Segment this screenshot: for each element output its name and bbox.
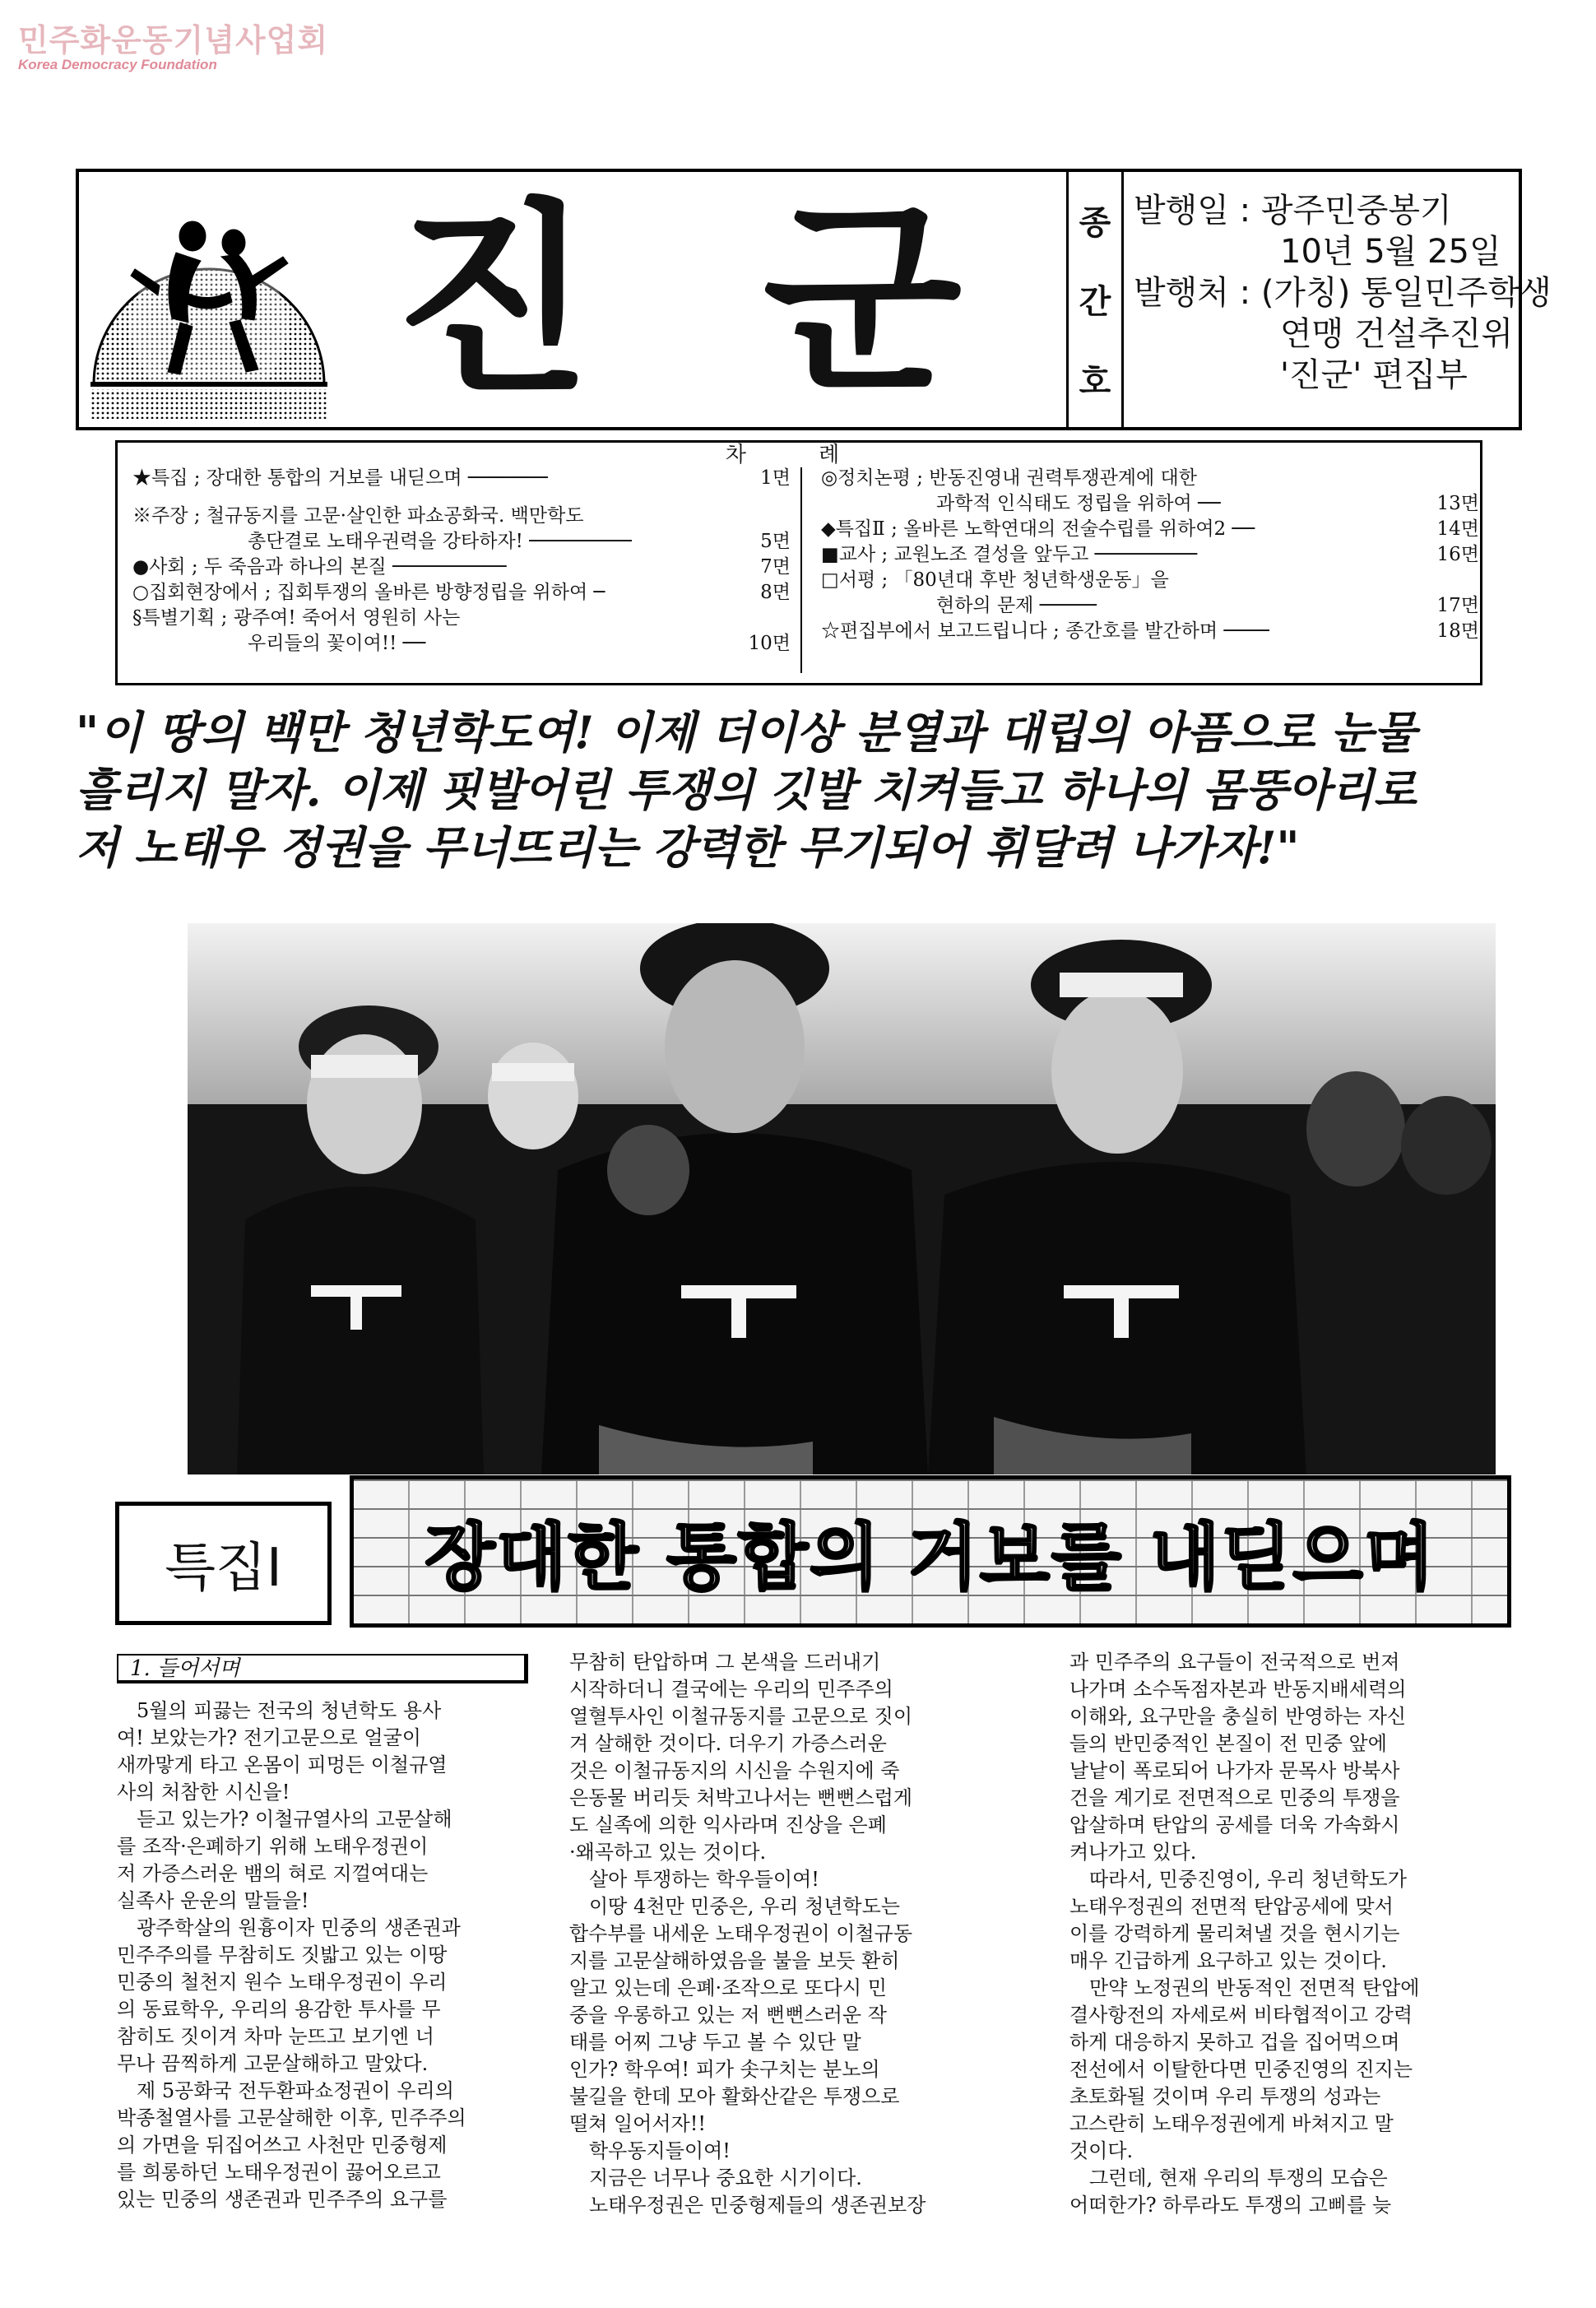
article-line: 이땅 4천만 민중은, 우리 청년학도는 xyxy=(589,1895,900,1918)
article-line: 날낱이 폭로되어 나가자 문목사 방북사 xyxy=(1069,1759,1400,1782)
toc-entry xyxy=(132,504,791,529)
article-line: 실족사 운운의 말들을! xyxy=(117,1889,309,1912)
article-line: 노태우정권의 전면적 탄압공세에 맞서 xyxy=(1069,1895,1394,1918)
article-line: 매우 긴급하게 요구하고 있는 것이다. xyxy=(1069,1949,1387,1972)
article-line: 건을 계기로 전면적으로 민중의 투쟁을 xyxy=(1069,1786,1400,1809)
emblem-illustration xyxy=(86,179,332,422)
pubinfo-line: 연맹 건설추진위 xyxy=(1280,315,1514,353)
toc-entry-page: 17면 xyxy=(1436,595,1479,616)
toc-right-column xyxy=(821,466,1479,644)
article-line: 압살하며 탄압의 공세를 더욱 가속화시 xyxy=(1069,1813,1400,1837)
feature-label: 특집Ⅰ xyxy=(115,1502,332,1625)
newspaper-title: 진 군 xyxy=(393,179,1012,420)
article-line: 중을 우롱하고 있는 저 뻔뻔스러운 작 xyxy=(569,2004,887,2027)
pubinfo-line: 10년 5월 25일 xyxy=(1280,233,1501,271)
article-line: 여! 보았는가? 전기고문으로 얼굴이 xyxy=(117,1726,421,1749)
toc-entry-page: 16면 xyxy=(1436,544,1479,565)
article-line: 박종철열사를 고문살해한 이후, 민주주의 xyxy=(117,2106,466,2129)
article-line: 겨 살해한 것이다. 더우기 가증스러운 xyxy=(569,1732,887,1755)
toc-entry-text: ○집회현장에서 ; 집회투쟁의 올바른 방향정립을 위하여 ─ xyxy=(132,582,605,603)
article-line: 고스란히 노태우정권에게 바쳐지고 말 xyxy=(1069,2112,1394,2135)
article-line: 전선에서 이탈한다면 민중진영의 진지는 xyxy=(1069,2058,1413,2081)
toc-entry-text: ※주장 ; 철규동지를 고문·살인한 파쇼공화국. 백만학도 xyxy=(132,505,584,527)
toc-entry xyxy=(821,517,1479,542)
article-line: 합수부를 내세운 노태우정권이 이철규동 xyxy=(569,1922,913,1945)
article-line: 따라서, 민중진영이, 우리 청년학도가 xyxy=(1089,1868,1407,1891)
toc-entry xyxy=(821,568,1479,593)
quote-line: 저 노태우 정권을 무너뜨리는 강력한 무기되어 휘달려 나가자!" xyxy=(76,821,1300,874)
toc-entry xyxy=(821,593,1479,619)
toc-entry-text: 과학적 인식태도 정립을 위하여 ── xyxy=(936,493,1221,514)
table-of-contents xyxy=(115,440,1482,685)
article-line: 은동물 버리듯 처박고나서는 뻔뻔스럽게 xyxy=(569,1786,913,1809)
toc-entry xyxy=(132,606,791,631)
edition-char: 간 xyxy=(1079,282,1111,322)
toc-entry xyxy=(132,529,791,555)
article-column-3 xyxy=(1069,1649,1501,2219)
article-line: 지를 고문살해하였음을 불을 보듯 환히 xyxy=(569,1949,900,1972)
article-line: 노태우정권은 민중형제들의 생존권보장 xyxy=(589,2194,926,2217)
toc-entry-text: §특별기획 ; 광주여! 죽어서 영원히 사는 xyxy=(132,607,461,629)
watermark-english: Korea Democracy Foundation xyxy=(18,57,217,72)
toc-entry-text: ★특집 ; 장대한 통합의 거보를 내딛으며 ─────── xyxy=(132,467,548,489)
article-line: 떨쳐 일어서자!! xyxy=(569,2112,707,2135)
toc-entry xyxy=(132,580,791,606)
article-line: 살아 투쟁하는 학우들이여! xyxy=(589,1868,819,1891)
publication-info xyxy=(1134,190,1552,396)
article-line: 사의 처참한 시신을! xyxy=(117,1781,290,1804)
article-line: 의 동료학우, 우리의 용감한 투사를 무 xyxy=(117,1998,441,2021)
article-line: 5월의 피끓는 전국의 청년학도 용사 xyxy=(137,1699,442,1722)
toc-entry xyxy=(132,631,791,657)
article-line: 듣고 있는가? 이철규열사의 고문살해 xyxy=(137,1808,452,1831)
article-line: 있는 민중의 생존권과 민주주의 요구를 xyxy=(117,2188,448,2211)
article-line: 제 5공화국 전두환파쇼정권이 우리의 xyxy=(137,2079,454,2102)
toc-entry-page: 5면 xyxy=(760,531,791,552)
toc-entry-page: 8면 xyxy=(760,582,791,603)
toc-entry-text: ●사회 ; 두 죽음과 하나의 본질 ────────── xyxy=(132,556,507,578)
article-line: 결사항전의 자세로써 비타협적이고 강력 xyxy=(1069,2004,1413,2027)
article-line: 민중의 철천지 원수 노태우정권이 우리 xyxy=(117,1971,448,1994)
article-line: 그런데, 현재 우리의 투쟁의 모습은 xyxy=(1089,2166,1388,2190)
toc-entry xyxy=(821,491,1479,517)
toc-entry-page: 1면 xyxy=(760,467,791,489)
article-line: 이를 강력하게 물리쳐낼 것을 현시기는 xyxy=(1069,1922,1400,1945)
feature-title-banner xyxy=(350,1475,1511,1628)
article-line: 켜나가고 있다. xyxy=(1069,1841,1197,1864)
article-line: 민주주의를 무참히도 짓밟고 있는 이땅 xyxy=(117,1943,448,1967)
toc-entry-text: □서평 ; 「80년대 후반 청년학생운동」을 xyxy=(821,569,1169,591)
feature-title: 장대한 통합의 거보를 내딛으며 xyxy=(425,1514,1436,1600)
toc-entry-text: ◆특집Ⅱ ; 올바른 노학연대의 전술수립를 위하여2 ── xyxy=(821,518,1255,540)
article-line: ·왜곡하고 있는 것이다. xyxy=(569,1841,767,1864)
article-line: 열혈투사인 이철규동지를 고문으로 짓이 xyxy=(569,1705,913,1728)
edition-char: 종 xyxy=(1079,202,1111,242)
toc-entry-page: 7면 xyxy=(760,556,791,578)
newspaper-title-box xyxy=(341,172,1065,427)
article-line: 만약 노정권의 반동적인 전면적 탄압에 xyxy=(1089,1976,1420,1999)
section-heading: 1. 들어서며 xyxy=(117,1654,528,1683)
toc-left-column xyxy=(132,466,791,657)
pubinfo-line: '진군' 편집부 xyxy=(1280,356,1468,394)
article-line: 를 희롱하던 노태우정권이 끓어오르고 xyxy=(117,2161,441,2184)
article-line: 지금은 너무나 중요한 시기이다. xyxy=(589,2166,862,2190)
article-line: 무나 끔찍하게 고문살해하고 말았다. xyxy=(117,2052,429,2075)
article-line: 불길을 한데 모아 활화산같은 투쟁으로 xyxy=(569,2085,900,2108)
article-line: 나가며 소수독점자본과 반동지배세력의 xyxy=(1069,1678,1407,1701)
toc-entry xyxy=(821,466,1479,491)
article-line: 의 가면을 뒤집어쓰고 사천만 민중형제 xyxy=(117,2134,448,2157)
toc-entry-page: 18면 xyxy=(1436,620,1479,642)
masthead xyxy=(76,169,1552,430)
protest-photo xyxy=(188,923,1496,1474)
edition-label xyxy=(1066,172,1124,427)
headline-quote xyxy=(76,704,1532,876)
toc-entry-page: 14면 xyxy=(1436,518,1479,540)
toc-entry-page: 13면 xyxy=(1436,493,1479,514)
toc-entry xyxy=(132,555,791,580)
article-column-2 xyxy=(569,1649,1001,2219)
toc-entry xyxy=(821,619,1479,644)
article-line: 학우동지들이여! xyxy=(589,2139,731,2162)
article-line: 참히도 짓이겨 차마 눈뜨고 보기엔 너 xyxy=(117,2025,434,2048)
article-line: 도 실족에 의한 익사라며 진상을 은폐 xyxy=(569,1813,887,1837)
watermark-korean: 민주화운동기념사업회 xyxy=(18,22,329,58)
toc-entry-text: ☆편집부에서 보고드립니다 ; 종간호를 발간하며 ──── xyxy=(821,620,1269,642)
article-line: 이해와, 요구만을 충실히 반영하는 자신 xyxy=(1069,1705,1407,1728)
quote-line: 흘리지 말자. 이제 핏발어린 투쟁의 깃발 치켜들고 하나의 몸뚱아리로 xyxy=(76,764,1417,816)
toc-entry xyxy=(821,542,1479,568)
article-line: 들의 반민중적인 본질이 전 민중 앞에 xyxy=(1069,1732,1387,1755)
quote-line: "이 땅의 백만 청년학도여! 이제 더이상 분열과 대립의 아픔으로 눈물 xyxy=(76,706,1417,759)
toc-entry xyxy=(132,466,791,491)
article-line: 초토화될 것이며 우리 투쟁의 성과는 xyxy=(1069,2085,1381,2108)
article-line: 무참히 탄압하며 그 본색을 드러내기 xyxy=(569,1651,881,1674)
article-line: 과 민주주의 요구들이 전국적으로 번져 xyxy=(1069,1651,1400,1674)
toc-entry-text: 현하의 문제 ───── xyxy=(936,595,1097,616)
article-line: 광주학살의 원흉이자 민중의 생존권과 xyxy=(137,1916,461,1939)
toc-entry-text: 총단결로 노태우권력을 강타하자! ───────── xyxy=(248,531,632,552)
edition-char: 호 xyxy=(1079,362,1111,402)
article-column-1 xyxy=(117,1697,545,2213)
article-line: 인가? 학우여! 피가 솟구치는 분노의 xyxy=(569,2058,880,2081)
toc-entry-text: 우리들의 꽃이여!! ── xyxy=(248,633,426,654)
toc-title: 차 례 xyxy=(725,443,873,467)
toc-entry-text: ■교사 ; 교원노조 결성을 앞두고 ───────── xyxy=(821,544,1198,565)
article-line: 알고 있는데 은폐·조작으로 또다시 민 xyxy=(569,1976,887,1999)
article-line: 것이다. xyxy=(1069,2139,1134,2162)
pubinfo-line: 발행처 : (가칭) 통일민주학생 xyxy=(1134,274,1552,312)
article-line: 태를 어찌 그냥 두고 볼 수 있단 말 xyxy=(569,2031,861,2054)
article-line: 어떠한가? 하루라도 투쟁의 고삐를 늦 xyxy=(1069,2194,1392,2217)
toc-entry-page: 10면 xyxy=(748,633,791,654)
article-line: 를 조작·은폐하기 위해 노태우정권이 xyxy=(117,1835,429,1858)
pubinfo-line: 발행일 : 광주민중봉기 xyxy=(1134,192,1452,230)
article-line: 하게 대응하지 못하고 겁을 집어먹으며 xyxy=(1069,2031,1400,2054)
article-line: 시작하더니 결국에는 우리의 민주주의 xyxy=(569,1678,893,1701)
toc-entry-text: ◎정치논평 ; 반동진영내 권력투쟁관계에 대한 xyxy=(821,467,1197,489)
article-line: 저 가증스러운 뱀의 혀로 지껄여대는 xyxy=(117,1862,429,1885)
watermark-logo xyxy=(18,15,328,73)
article-line: 새까맣게 타고 온몸이 피멍든 이철규열 xyxy=(117,1753,448,1776)
article-line: 것은 이철규동지의 시신을 수원지에 죽 xyxy=(569,1759,900,1782)
toc-divider xyxy=(800,467,802,673)
